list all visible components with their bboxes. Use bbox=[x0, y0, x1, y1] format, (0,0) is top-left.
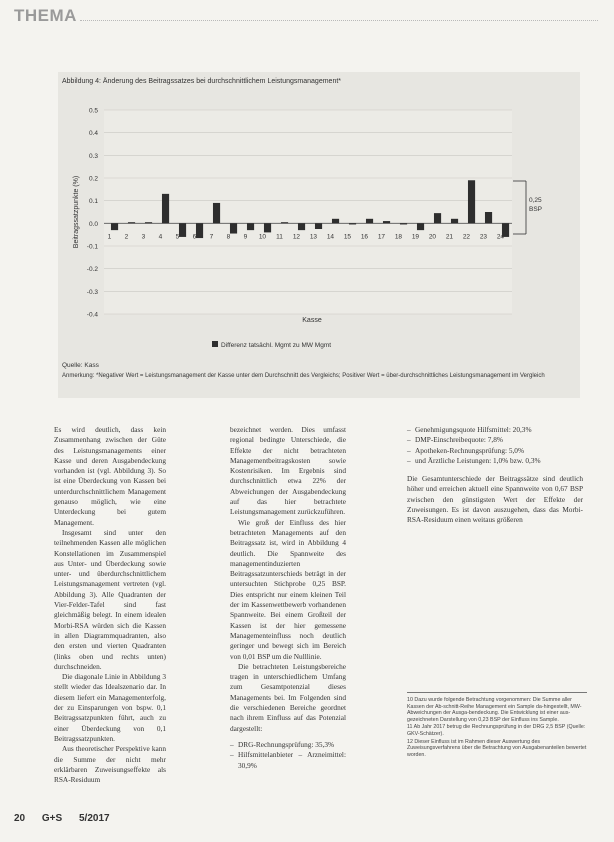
y-axis-label: Beitragssatzpunkte (%) bbox=[73, 175, 80, 249]
x-tick-label: 15 bbox=[343, 233, 352, 241]
x-tick-label: 4 bbox=[158, 233, 163, 241]
legend-label: Differenz tatsächl. Mgmt zu MW Mgmt bbox=[221, 342, 332, 349]
bar bbox=[383, 221, 390, 223]
issue-number: 5/2017 bbox=[78, 813, 110, 824]
bar bbox=[298, 223, 305, 230]
footnote: 11 Ab Jahr 2017 betrug die Rechnungsprüfung in der DRG 2,5 BSP (Quelle: GKV-Schätzer). bbox=[407, 724, 586, 737]
paragraph: Insgesamt sind unter den teilnehmenden Kassen alle möglichen Konstellationen im Zusammenspiel aus Unter- und Überdeckung sowie unter- und überdurchschnittlichem Leistungsmanagement vertreten (vgl. Abbildung 3). Alle Quadranten der Vier-Felder-Tafel sind fast gleichmäßig belegt. In einem idealen Morbi-RSA würden sich die Kassen in allen Diagrammquadranten, also den ersten und vierten Quadranten (links oben und rechts unten) durchschneiden. bbox=[54, 527, 166, 671]
list-item: – und Ärztliche Leistungen: 1,0% bzw. 0,3% bbox=[407, 456, 583, 466]
paragraph: Die betrachteten Leistungsbereiche tragen in unterschiedlichem Umfang zum Gesamtpotenzial dieses Managements bei. Im Folgenden sind die verschiedenen Bereiche geordnet nach ihrem Einfluss auf das Potenzial dargestellt: bbox=[230, 661, 346, 733]
bar bbox=[451, 219, 458, 224]
bar bbox=[213, 203, 220, 223]
x-tick-label: 21 bbox=[445, 233, 454, 241]
bar bbox=[162, 194, 169, 223]
page-number: 20 bbox=[14, 813, 26, 824]
y-tick-label: 0.2 bbox=[88, 175, 98, 183]
paragraph: Es wird deutlich, dass kein Zusammenhang zwischen der Güte des Leistungsmanagements einer Kasse und deren Ausgabendeckung vorhanden ist (vgl. Abbildung 3). So ist eine Überdeckung von Kassen bei unterdurchschnittlichem Management genauso möglich, wie eine Unterdeckung bei gutem Management. bbox=[54, 425, 166, 527]
x-tick-label: 23 bbox=[479, 233, 488, 241]
section-header: THEMA bbox=[14, 6, 77, 25]
x-tick-label: 2 bbox=[124, 233, 129, 241]
paragraph: Wie groß der Einfluss des hier betrachteten Managements auf den Beitragssatz ist, wird in Abbildung 4 deutlich. Die Spannweite des managementinduzierten Beitragssatzunterschieds beträgt in der untersuchten Stichprobe 0,25 BSP. Dies entspricht nur einem kleinen Teil der im Kassenwettbewerb vorhandenen Spannweite. Bei einem Großteil der Kassen ist der hier gemessene Managementeinfluss noch deutlich geringer und bewegt sich im Bereich von 0,01 BSP um die Nulllinie. bbox=[230, 517, 346, 661]
y-tick-label: -0.4 bbox=[86, 311, 98, 319]
list-item: – DRG-Rechnungsprüfung: 35,3% bbox=[230, 740, 346, 750]
bar bbox=[196, 223, 203, 238]
text-column-2 bbox=[230, 425, 346, 771]
x-tick-label: 20 bbox=[428, 233, 437, 241]
bar bbox=[332, 219, 339, 224]
x-tick-label: 22 bbox=[462, 233, 471, 241]
list-item: – Apotheken-Rechnungsprüfung: 5,0% bbox=[407, 446, 583, 456]
x-tick-label: 18 bbox=[394, 233, 403, 241]
x-tick-label: 24 bbox=[496, 233, 505, 241]
journal-name: G+S bbox=[41, 813, 63, 824]
paragraph: Die Gesamtunterschiede der Beitragssätze sind deutlich höher und erreichen aktuell eine Spannweite von 0,67 BSP zwischen den günstigsten Wert der Effekte der Zuweisungen. Es ist davon auszugehen, dass das Morbi-RSA-Residuum einen weitaus größeren bbox=[407, 474, 583, 525]
x-tick-label: 16 bbox=[360, 233, 369, 241]
footnote: 12 Dieser Einfluss ist im Rahmen dieser Auswertung des Zuweisungsverfahrens über die Betrachtung von Ausgabenanteilen bewertet worden. bbox=[407, 738, 587, 758]
figure-note: Anmerkung: *Negativer Wert = Leistungsmanagement der Kasse unter dem Durchschnitt des Vergleichs; Positiver Wert = über-durchschnittliches Leistungsmanagement im Vergleich bbox=[62, 373, 545, 379]
y-tick-label: 0.3 bbox=[88, 152, 98, 160]
list-item: – Hilfsmittelanbieter – Arzneimittel: 30,9% bbox=[230, 750, 346, 771]
x-tick-label: 9 bbox=[243, 233, 248, 241]
text-column-3 bbox=[407, 425, 583, 526]
bar bbox=[128, 222, 135, 223]
bar bbox=[247, 223, 254, 230]
bracket-label-value: 0,25 bbox=[529, 197, 542, 204]
bracket bbox=[513, 181, 542, 234]
bar bbox=[485, 212, 492, 223]
x-tick-label: 6 bbox=[192, 233, 197, 241]
x-axis-label: Kasse bbox=[302, 317, 322, 324]
y-tick-label: -0.1 bbox=[86, 243, 98, 251]
footnote: 10 Dazu wurde folgende Betrachtung vorgenommen: Die Summe aller Kassen der Ab-schnitt-Reihe Management ein Sample da-hingestellt, MW-Abweichungen der Ausga-bendeckung. Die Entwicklung ist einer aus-gezeichneten Darstellung von 0,23 BSP der Einfluss ins Sample. bbox=[407, 697, 582, 723]
x-tick-label: 19 bbox=[411, 233, 420, 241]
y-tick-label: 0.4 bbox=[88, 130, 98, 138]
bar bbox=[366, 219, 373, 224]
paragraph: Die diagonale Linie in Abbildung 3 stellt wieder das Idealszenario dar. In diesem liefert ein Managementerfolg, der zu Einsparungen von bspw. 0,1 Beitragssatzpunkten führt, auch zu einer Überdeckung von 0,1 Beitragssatzpunkten. bbox=[54, 672, 166, 743]
bar bbox=[264, 223, 271, 232]
bar bbox=[230, 223, 237, 233]
bar bbox=[400, 223, 407, 224]
paragraph: Aus theoretischer Perspektive kann die Summe der nicht mehr erklärbaren Zuweisungseffekte als RSA-Residuum bbox=[54, 744, 166, 785]
paragraph: bezeichnet werden. Dies umfasst regional bedingte Unterschiede, die Effekte der nicht betrachteten Managementbeitragskosten sowie Kostenrisiken. Im Ergebnis sind durchschnittlich etwa 22% der Abweichungen der Ausgabendeckung auf das hier betrachtete Leistungsmanagement zurückzuführen. bbox=[230, 425, 346, 517]
bar bbox=[349, 223, 356, 224]
x-tick-label: 13 bbox=[309, 233, 318, 241]
y-tick-label: 0.1 bbox=[88, 198, 98, 206]
x-tick-label: 7 bbox=[209, 233, 214, 241]
x-tick-label: 17 bbox=[377, 233, 386, 241]
y-tick-label: 0.5 bbox=[88, 107, 98, 115]
x-tick-label: 11 bbox=[276, 233, 283, 241]
bar bbox=[179, 223, 186, 237]
list-item: – DMP-Einschreibequote: 7,8% bbox=[407, 435, 583, 445]
x-tick-label: 3 bbox=[141, 233, 146, 241]
bracket-label-unit: BSP bbox=[529, 206, 543, 213]
figure-source: Quelle: Kass bbox=[62, 362, 99, 369]
page-footer bbox=[14, 813, 124, 824]
legend-swatch bbox=[212, 341, 218, 347]
footnote-rule bbox=[407, 692, 587, 693]
y-tick-label: -0.2 bbox=[86, 266, 98, 274]
figure-caption: Abbildung 4: Änderung des Beitragssatzes bei durchschnittlichem Leistungsmanagement* bbox=[62, 78, 342, 85]
bar bbox=[111, 223, 118, 230]
footnotes bbox=[407, 697, 587, 759]
bar bbox=[315, 223, 322, 229]
x-tick-label: 14 bbox=[326, 233, 335, 241]
text-column-1 bbox=[54, 425, 166, 785]
x-tick-label: 8 bbox=[226, 233, 231, 241]
bar bbox=[281, 222, 288, 223]
bar bbox=[145, 222, 152, 223]
y-tick-label: -0.3 bbox=[86, 288, 98, 296]
bar bbox=[417, 223, 424, 230]
bar bbox=[434, 213, 441, 223]
list-item: – Genehmigungsquote Hilfsmittel: 20,3% bbox=[407, 425, 583, 435]
y-tick-label: 0.0 bbox=[88, 220, 98, 228]
x-tick-label: 1 bbox=[107, 233, 112, 241]
x-tick-label: 5 bbox=[175, 233, 180, 241]
x-tick-label: 12 bbox=[292, 233, 301, 241]
bar bbox=[468, 180, 475, 223]
x-tick-label: 10 bbox=[258, 233, 267, 241]
